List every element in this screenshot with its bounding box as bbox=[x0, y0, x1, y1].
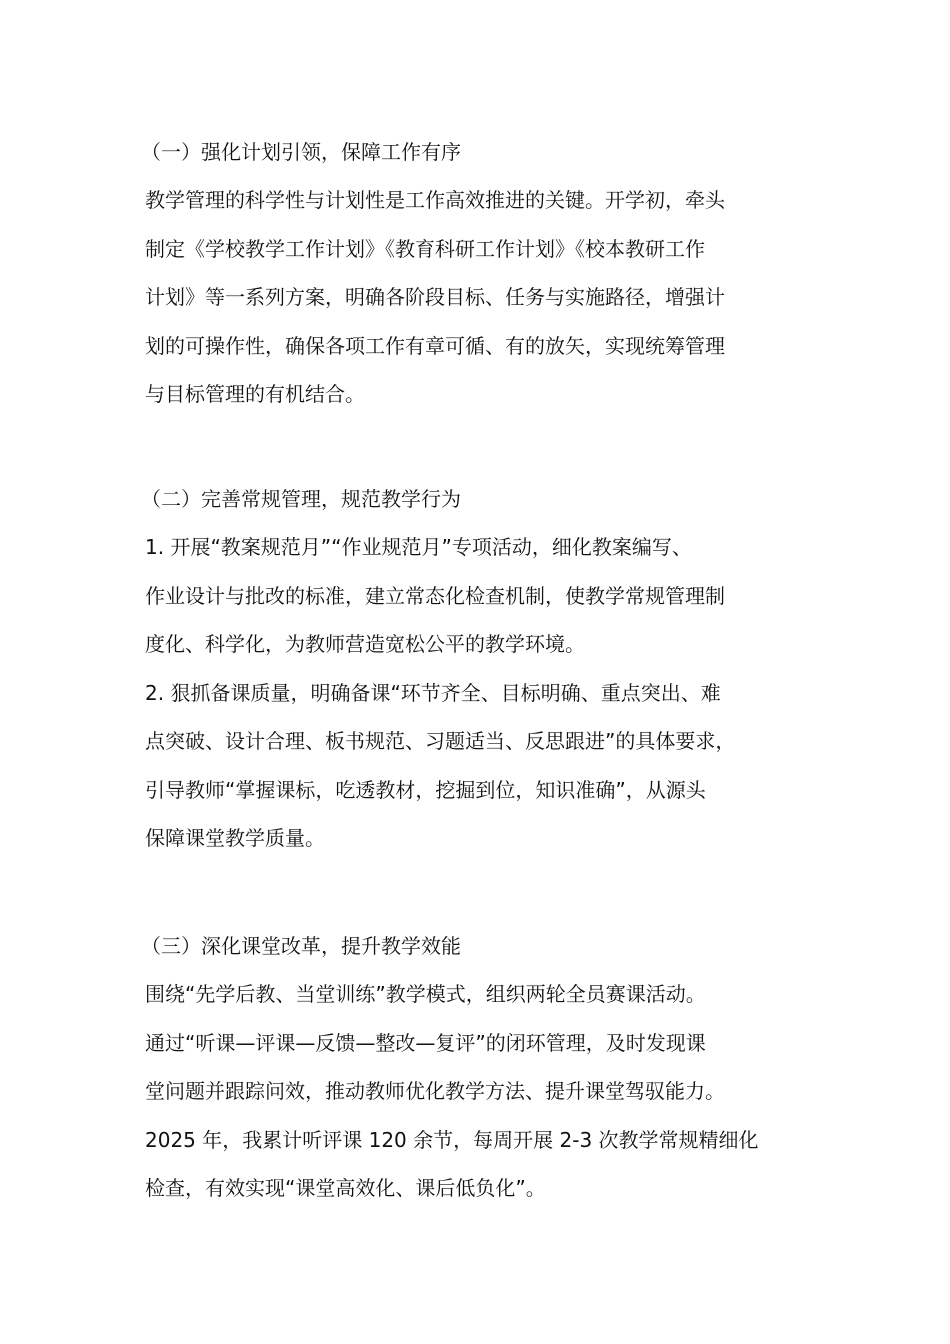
section-planning bbox=[141, 138, 835, 429]
paragraph-line: 度化、科学化，为教师营造宽松公平的教学环境。 bbox=[145, 632, 585, 656]
section-heading: （三）深化课堂改革，提升教学效能 bbox=[141, 934, 461, 958]
paragraph-line: 点突破、设计合理、板书规范、习题适当、反思跟进”的具体要求， bbox=[145, 729, 736, 753]
paragraph-line: 与目标管理的有机结合。 bbox=[145, 382, 365, 406]
paragraph-line: 计划》等一系列方案，明确各阶段目标、任务与实施路径，增强计 bbox=[145, 285, 725, 309]
section-heading: （二）完善常规管理，规范教学行为 bbox=[141, 487, 461, 511]
paragraph-line: 围绕“先学后教、当堂训练”教学模式，组织两轮全员赛课活动。 bbox=[145, 982, 706, 1006]
paragraph-line: 堂问题并跟踪问效，推动教师优化教学方法、提升课堂驾驭能力。 bbox=[145, 1079, 725, 1103]
paragraph-line: 划的可操作性，确保各项工作有章可循、有的放矢，实现统筹管理 bbox=[145, 333, 725, 358]
paragraph-line: 检查，有效实现“课堂高效化、课后低负化”。 bbox=[145, 1176, 546, 1200]
paragraph-line: 制定《学校教学工作计划》《教育科研工作计划》《校本教研工作 bbox=[145, 236, 705, 261]
section-heading: （一）强化计划引领，保障工作有序 bbox=[141, 140, 461, 164]
paragraph-line: 1. 开展“教案规范月”“作业规范月”专项活动，细化教案编写、 bbox=[145, 535, 692, 559]
paragraph-line: 通过“听课—评课—反馈—整改—复评”的闭环管理，及时发现课 bbox=[145, 1030, 706, 1055]
paragraph-line: 2. 狠抓备课质量，明确备课“环节齐全、目标明确、重点突出、难 bbox=[145, 680, 721, 705]
paragraph-line: 引导教师“掌握课标，吃透教材，挖掘到位，知识准确”，从源头 bbox=[145, 777, 706, 802]
paragraph-line: 2025 年，我累计听评课 120 余节，每周开展 2-3 次教学常规精细化 bbox=[145, 1127, 759, 1152]
paragraph-line: 保障课堂教学质量。 bbox=[145, 826, 325, 850]
section-classroom-reform bbox=[141, 932, 835, 1223]
paragraph-line: 作业设计与批改的标准，建立常态化检查机制，使教学常规管理制 bbox=[145, 583, 725, 608]
paragraph-line: 教学管理的科学性与计划性是工作高效推进的关键。开学初，牵头 bbox=[145, 188, 725, 212]
section-routine-management bbox=[141, 485, 835, 873]
